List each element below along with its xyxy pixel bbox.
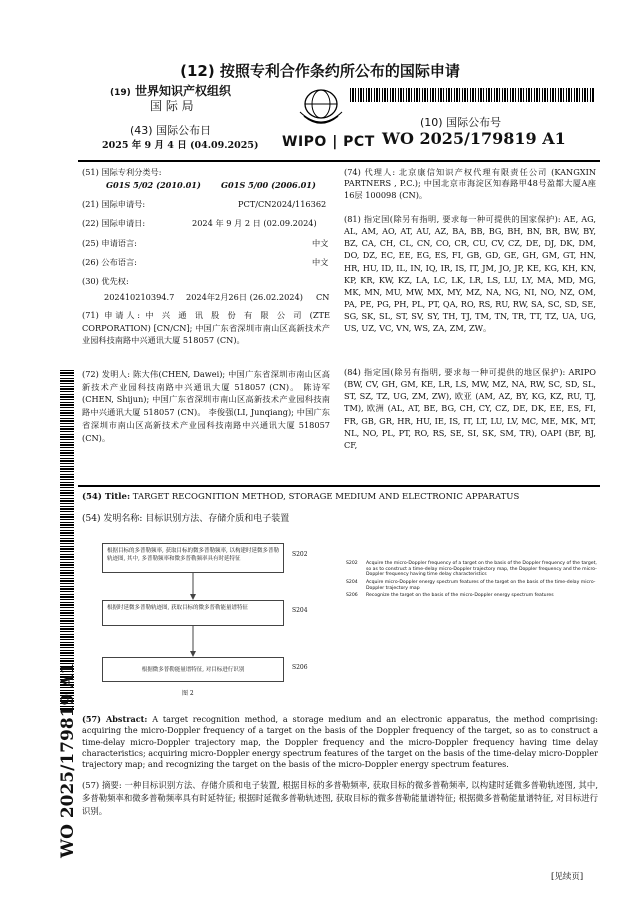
field-81-designated-states: (81) 指定国(除另有指明, 要求每一种可提供的国家保护): AE, AG, AL, AM, AO, AT, AU, AZ, BA, BB, BG, BH, BN, BR, BW, BY, BZ, CA, CH, CL, CN, CO, CR, CU, CV, CZ, DE, DJ, DK, DM, DO, DZ, EC, EE, EG, ES, FI, GB, GD, GE, GH, GM, GT, HN, HR, HU, ID, IL, IN, IQ, IR, IS, IT, JM, JO, JP, KE, KG, KH, KN, KP, KR, KW, KZ, LA, LC, LK, LR, LS, LU, LY, MA, MD, MG, MK, MN, MU, MW, MX, MY, MZ, NA, NG, NI, NO, NZ, OM, PA, PE, PG, PH, PL, PT, QA, RO, RS, RU, RW, SA, SC, SD, SE, SG, SK, SL, ST, SV, SY, TH, TJ, TM, TN, TR, TT, TZ, UA, UG, US, UZ, VC, VN, WS, ZA, ZM, ZW。 — [344, 214, 596, 334]
field-74-agent: (74) 代理人: 北京康信知识产权代理有限责任公司 (KANGXIN PARTNERS , P.C.); 中国北京市海淀区知春路甲48号盈都大厦A座16层 100098 (CN)。 — [344, 167, 596, 200]
legend-text-3: Recognize the target on the basis of the micro-Doppler energy spectrum features — [366, 593, 554, 598]
abstract-zh-text: 一种目标识别方法、存储介质和电子装置, 根据目标的多普勒频率, 获取目标的微多普勒频率, 以构建时延微多普勒轨迹图, 其中, 多普勒频率和微多普勒频率具有时延特征; 根据时延微多普勒轨迹图, 获取目标的微多普勒能量谱特征; 根据微多普勒能量谱特征, 对目标进行识别。 — [82, 780, 598, 817]
field-21-label: (21) 国际申请号: — [82, 199, 146, 209]
title-en-label: (54) Title: — [82, 492, 131, 502]
wipo-emblem-icon — [286, 86, 356, 134]
arrow-head-1 — [190, 594, 196, 600]
vertical-barcode — [60, 370, 74, 710]
flow-step-box-3: 根据微多普勒能量谱特征, 对目标进行识别 — [102, 657, 284, 682]
org-line — [110, 84, 231, 99]
continued-note: [见续页] — [551, 872, 584, 882]
title-zh-line — [82, 514, 289, 525]
arrow-head-2 — [190, 651, 196, 657]
title-en-line — [82, 492, 519, 502]
flow-step-box-1: 根据目标的多普勒频率, 获取目标的微多普勒频率, 以构建时延微多普勒轨迹图, 其中, 多普勒频率和微多普勒频率具有时延特征 — [102, 543, 284, 573]
document-title: (12) 按照专利合作条约所公布的国际申请 — [180, 62, 460, 80]
field-22-value: 2024 年 9 月 2 日 (02.09.2024) — [192, 218, 317, 228]
priority-application: 202410210394.7 — [104, 292, 175, 302]
header-divider — [78, 160, 600, 162]
legend-step-2: S204 — [346, 580, 358, 585]
abstract-en — [82, 714, 598, 771]
field-22-label: (22) 国际申请日: — [82, 218, 146, 228]
abstract-en-label: (57) Abstract: — [82, 714, 148, 724]
title-zh-label: (54) 发明名称: — [82, 514, 143, 524]
pubdate-label: (43) 国际公布日 — [130, 124, 212, 137]
field-26-value: 中文 — [312, 257, 329, 267]
barcode — [350, 88, 594, 102]
org-code: (19) — [110, 88, 131, 98]
field-84-regional-states: (84) 指定国(除另有指明, 要求每一种可提供的地区保护): ARIPO (BW, CV, GH, GM, KE, LR, LS, MW, MZ, NA, RW, SC, SD, SL, ST, SZ, TZ, UG, ZM, ZW), 欧亚 (AM, AZ, BY, KG, KZ, RU, TJ, TM), 欧洲 (AL, AT, BE, BG, CH, CY, CZ, DE, DK, EE, ES, FI, FR, GB, GR, HR, HU, IE, IS, IT, LT, LU, LV, MC, ME, MK, MT, NL, NO, PL, PT, RO, RS, SE, SI, SK, SM, TR), OAPI (BF, BJ, CF, — [344, 367, 596, 450]
priority-date: 2024年2月26日 (26.02.2024) — [186, 292, 303, 302]
field-25-value: 中文 — [312, 238, 329, 248]
field-51-value-2: G01S 5/00 (2006.01) — [221, 180, 316, 190]
vertical-pub-number: WO 2025/179819 A1 — [58, 662, 78, 858]
field-30-label: (30) 优先权: — [82, 276, 129, 286]
abstract-en-text: A target recognition method, a storage medium and an electronic apparatus, the method comprising: acquiring the micro-Doppler frequency of a target on the basis of the Doppler frequency of the target, so as to construct a time-delay micro-Doppler trajectory map, the Doppler frequency and the micro-Doppler frequency having time delay characteristics; acquiring micro-Doppler energy spectrum features of the target on the basis of the time-delay micro-Doppler trajectory map; and recognizing the target on the basis of the micro-Doppler energy spectrum features. — [82, 714, 599, 770]
title-zh: 目标识别方法、存储介质和电子装置 — [145, 514, 290, 524]
field-51-value-1: G01S 5/02 (2010.01) — [106, 180, 201, 190]
step-label-s206: S206 — [292, 664, 308, 671]
field-21-value: PCT/CN2024/116362 — [238, 199, 327, 209]
flow-arrows — [102, 573, 292, 661]
field-71-applicant: (71) 申请人: 中 兴 通 讯 股 份 有 限 公 司 (ZTE CORPORATION) [CN/CN]; 中国广东省深圳市南山区高新技术产业园科技南路中兴通讯大厦 518057 (CN)。 — [82, 310, 330, 346]
title-en: TARGET RECOGNITION METHOD, STORAGE MEDIUM AND ELECTRONIC APPARATUS — [132, 492, 520, 502]
field-72-inventors: (72) 发明人: 陈大伟(CHEN, Dawei); 中国广东省深圳市南山区高新技术产业园科技南路中兴通讯大厦 518057 (CN)。 陈诗军(CHEN, Shijun); 中国广东省深圳市南山区高新技术产业园科技南路中兴通讯大厦 518057 (CN)。 李俊强(LI, Junqiang); 中国广东省深圳市南山区高新技术产业园科技南路中兴通讯大厦 518057 (CN)。 — [82, 369, 330, 443]
pubno-label: (10) 国际公布号 — [420, 116, 502, 129]
wipo-logo — [282, 86, 375, 150]
abstract-zh — [82, 779, 598, 818]
pubdate-value: 2025 年 9 月 4 日 (04.09.2025) — [102, 140, 259, 151]
legend-text-2: Acquire micro-Doppler energy spectrum features of the target on the basis of the time-delay micro-Doppler trajectory map — [366, 580, 596, 591]
legend-step-1: S202 — [346, 561, 358, 566]
priority-country: CN — [316, 292, 330, 302]
field-26-label: (26) 公布语言: — [82, 257, 137, 267]
flow-step-box-2: 根据时延微多普勒轨迹图, 获取目标的微多普勒能量谱特征 — [102, 600, 284, 626]
pubno-value: WO 2025/179819 A1 — [382, 129, 566, 148]
legend-text-1: Acquire the micro-Doppler frequency of a target on the basis of the Doppler frequency of the target, so as to construct a time-delay micro-Doppler trajectory map, the Doppler frequency and the micro-Doppler frequency having time delay characteristics — [366, 561, 597, 578]
figure-caption: 图 2 — [182, 690, 194, 697]
abstract-zh-label: (57) 摘要: — [82, 780, 122, 790]
step-label-s202: S202 — [292, 551, 308, 558]
org-sub: 国 际 局 — [150, 99, 194, 113]
legend-step-3: S206 — [346, 593, 358, 598]
wipo-text: WIPO | PCT — [282, 134, 375, 150]
org-name: 世界知识产权组织 — [134, 84, 231, 98]
field-25-label: (25) 申请语言: — [82, 238, 137, 248]
step-label-s204: S204 — [292, 607, 308, 614]
field-51-label: (51) 国际专利分类号: — [82, 167, 162, 177]
mid-divider — [78, 485, 600, 487]
